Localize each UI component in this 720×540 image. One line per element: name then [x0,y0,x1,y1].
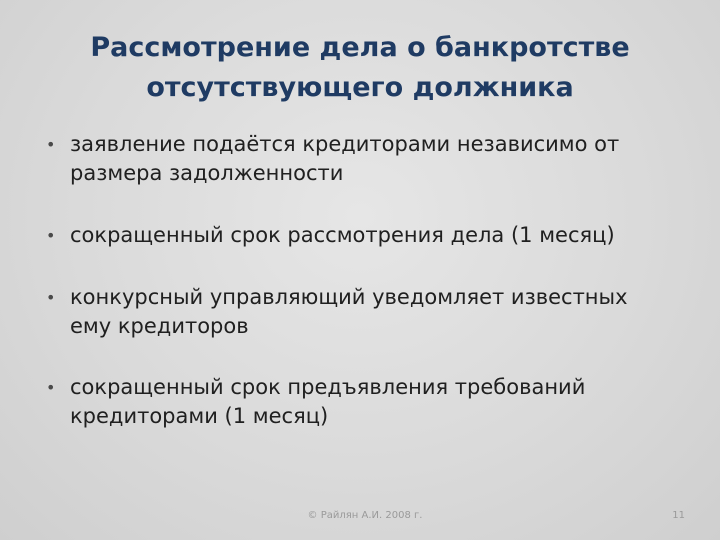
bullet-item [40,283,680,341]
bullet-text-line: заявление подаётся кредиторами независимо от [70,132,620,156]
bullet-text-line: конкурсный управляющий уведомляет известных [70,285,628,309]
bullet-dot-icon: • [46,378,56,397]
bullet-list [40,130,680,431]
footer-copyright: © Райлян А.И. 2008 г. [307,510,423,521]
bullet-dot-icon: • [46,135,56,154]
slide-title [60,28,660,108]
bullet-text-line: ему кредиторов [70,314,249,338]
title-line-2: отсутствующего должника [146,72,574,103]
bullet-dot-icon: • [46,288,56,307]
bullet-text-line: сокращенный срок предъявления требований [70,375,586,399]
bullet-item [40,373,680,431]
title-line-1: Рассмотрение дела о банкротстве [90,32,630,63]
bullet-text-line: сокращенный срок рассмотрения дела (1 месяц) [70,223,615,247]
page-number: 11 [672,510,685,521]
bullet-text-line: размера задолженности [70,161,344,185]
bullet-item [40,130,680,188]
bullet-text-line: кредиторами (1 месяц) [70,404,329,428]
bullet-dot-icon: • [46,226,56,245]
bullet-item [40,221,680,250]
